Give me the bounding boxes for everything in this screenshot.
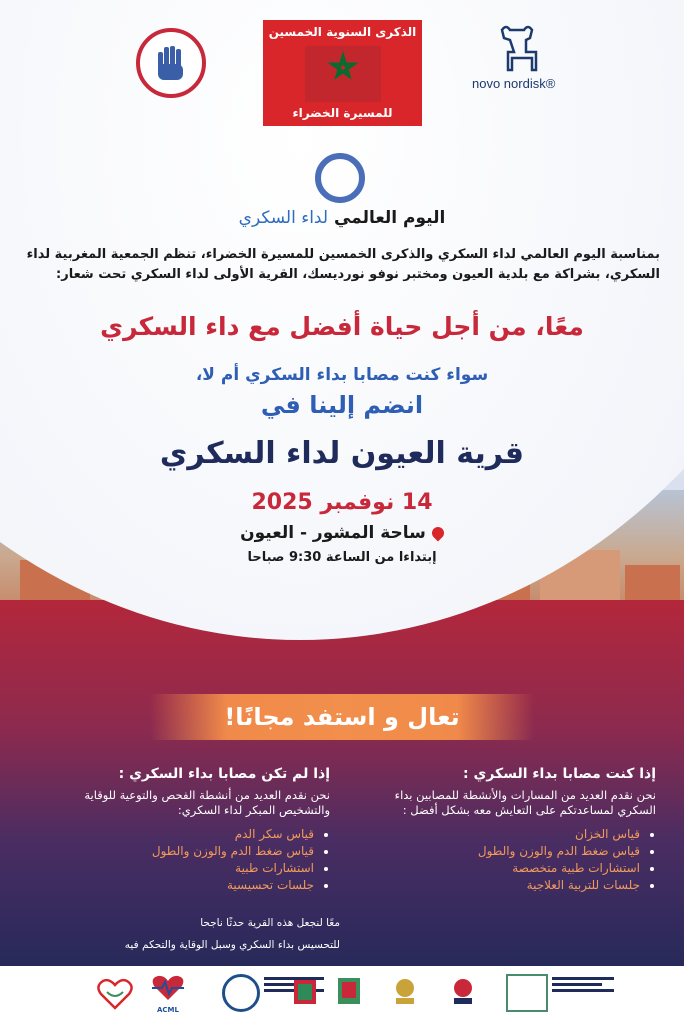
blue-circle-icon (315, 153, 365, 203)
ministry-logo (506, 974, 548, 1012)
come-benefit-banner: تعال و استفد مجانًا! (150, 694, 534, 740)
event-place (0, 523, 684, 543)
world-day-bold: اليوم العالمي (333, 208, 446, 228)
novo-nordisk-wordmark: novo nordisk® (472, 76, 556, 91)
world-diabetes-day (0, 208, 684, 228)
green-march-line2: للمسيرة الخضراء (292, 106, 393, 120)
text-partner-logo (552, 974, 614, 1012)
morocco-flag (305, 46, 381, 102)
closing-text (40, 912, 340, 956)
intro-text: بمناسبة اليوم العالمي لداء السكري والذكرى الخمسين للمسيرة الخضراء، تنظم الجمعية المغربية لداء السكري، بشراكة مع بلدية العيون ومختبر نوفو نورديسك، القرية الأولى لداء السكري تحت شعار: (26, 247, 660, 282)
event-date: 14 نوفمبر 2025 (251, 490, 433, 515)
star-icon (305, 46, 381, 102)
location-pin-icon (429, 525, 446, 542)
list-item: • قياس سكر الدم (60, 826, 314, 843)
green-march-line1: الذكرى السنوية الخمسين (268, 25, 417, 39)
list-item: • قياس الخزان (362, 826, 640, 843)
not-diabetic-list (60, 826, 330, 894)
closing-line1: معًا لنجعل هذه القرية حدثًا ناجحا (200, 917, 340, 929)
hand-icon (154, 44, 188, 82)
coat-of-arms-icon (388, 974, 422, 1012)
coat-of-arms-icon (446, 974, 480, 1012)
list-item: • قياس ضغط الدم والوزن والطول (60, 843, 314, 860)
heart-logo-icon (95, 974, 135, 1012)
diabetic-column (362, 766, 656, 894)
slogan: معًا، من أجل حياة أفضل مع داء السكري (100, 312, 584, 341)
emblem-icon (332, 974, 366, 1012)
event-time: إبتداءا من الساعة 9:30 صباحا (247, 550, 437, 565)
not-diabetic-column (60, 766, 330, 894)
acml-label: ACML (157, 1006, 179, 1014)
association-logo (136, 28, 206, 98)
diabetic-text: نحن نقدم العديد من المسارات والأنشطة للمصابين بداء السكري لمساعدتكم على التعايش معه بشكل أفضل : (394, 788, 656, 817)
green-march-logo (263, 20, 422, 126)
list-item: • جلسات للتربية العلاجية (362, 877, 640, 894)
novo-nordisk-logo (470, 22, 570, 97)
partner-logos-footer (0, 966, 684, 1024)
closing-line2: للتحسيس بداء السكري وسبل الوقاية والتحكم فيه (124, 939, 340, 951)
diabetic-heading: إذا كنت مصابا بداء السكري : (463, 766, 656, 782)
list-item: • استشارات طبية (60, 860, 314, 877)
join-text: انضم إلينا في (260, 391, 424, 419)
world-day-rest: لداء السكري (238, 208, 329, 228)
bull-icon (492, 22, 542, 74)
list-item: • استشارات طبية متخصصة (362, 860, 640, 877)
not-diabetic-heading: إذا لم تكن مصابا بداء السكري : (118, 766, 330, 782)
event-place-text: ساحة المشور - العيون (240, 523, 426, 543)
round-partner-logo (222, 974, 260, 1012)
diabetic-list (362, 826, 656, 894)
heartbeat-icon (150, 974, 186, 1002)
not-diabetic-text: نحن نقدم العديد من أنشطة الفحص والتوعية للوقاية والتشخيص المبكر لداء السكري: (84, 788, 330, 817)
list-item: • قياس ضغط الدم والوزن والطول (362, 843, 640, 860)
either-text: سواء كنت مصابا بداء السكري أم لا، (195, 365, 489, 385)
village-title: قرية العيون لداء السكري (159, 436, 525, 471)
emblem-icon (288, 974, 322, 1012)
acml-logo (150, 974, 186, 1012)
list-item: • جلسات تحسيسية (60, 877, 314, 894)
